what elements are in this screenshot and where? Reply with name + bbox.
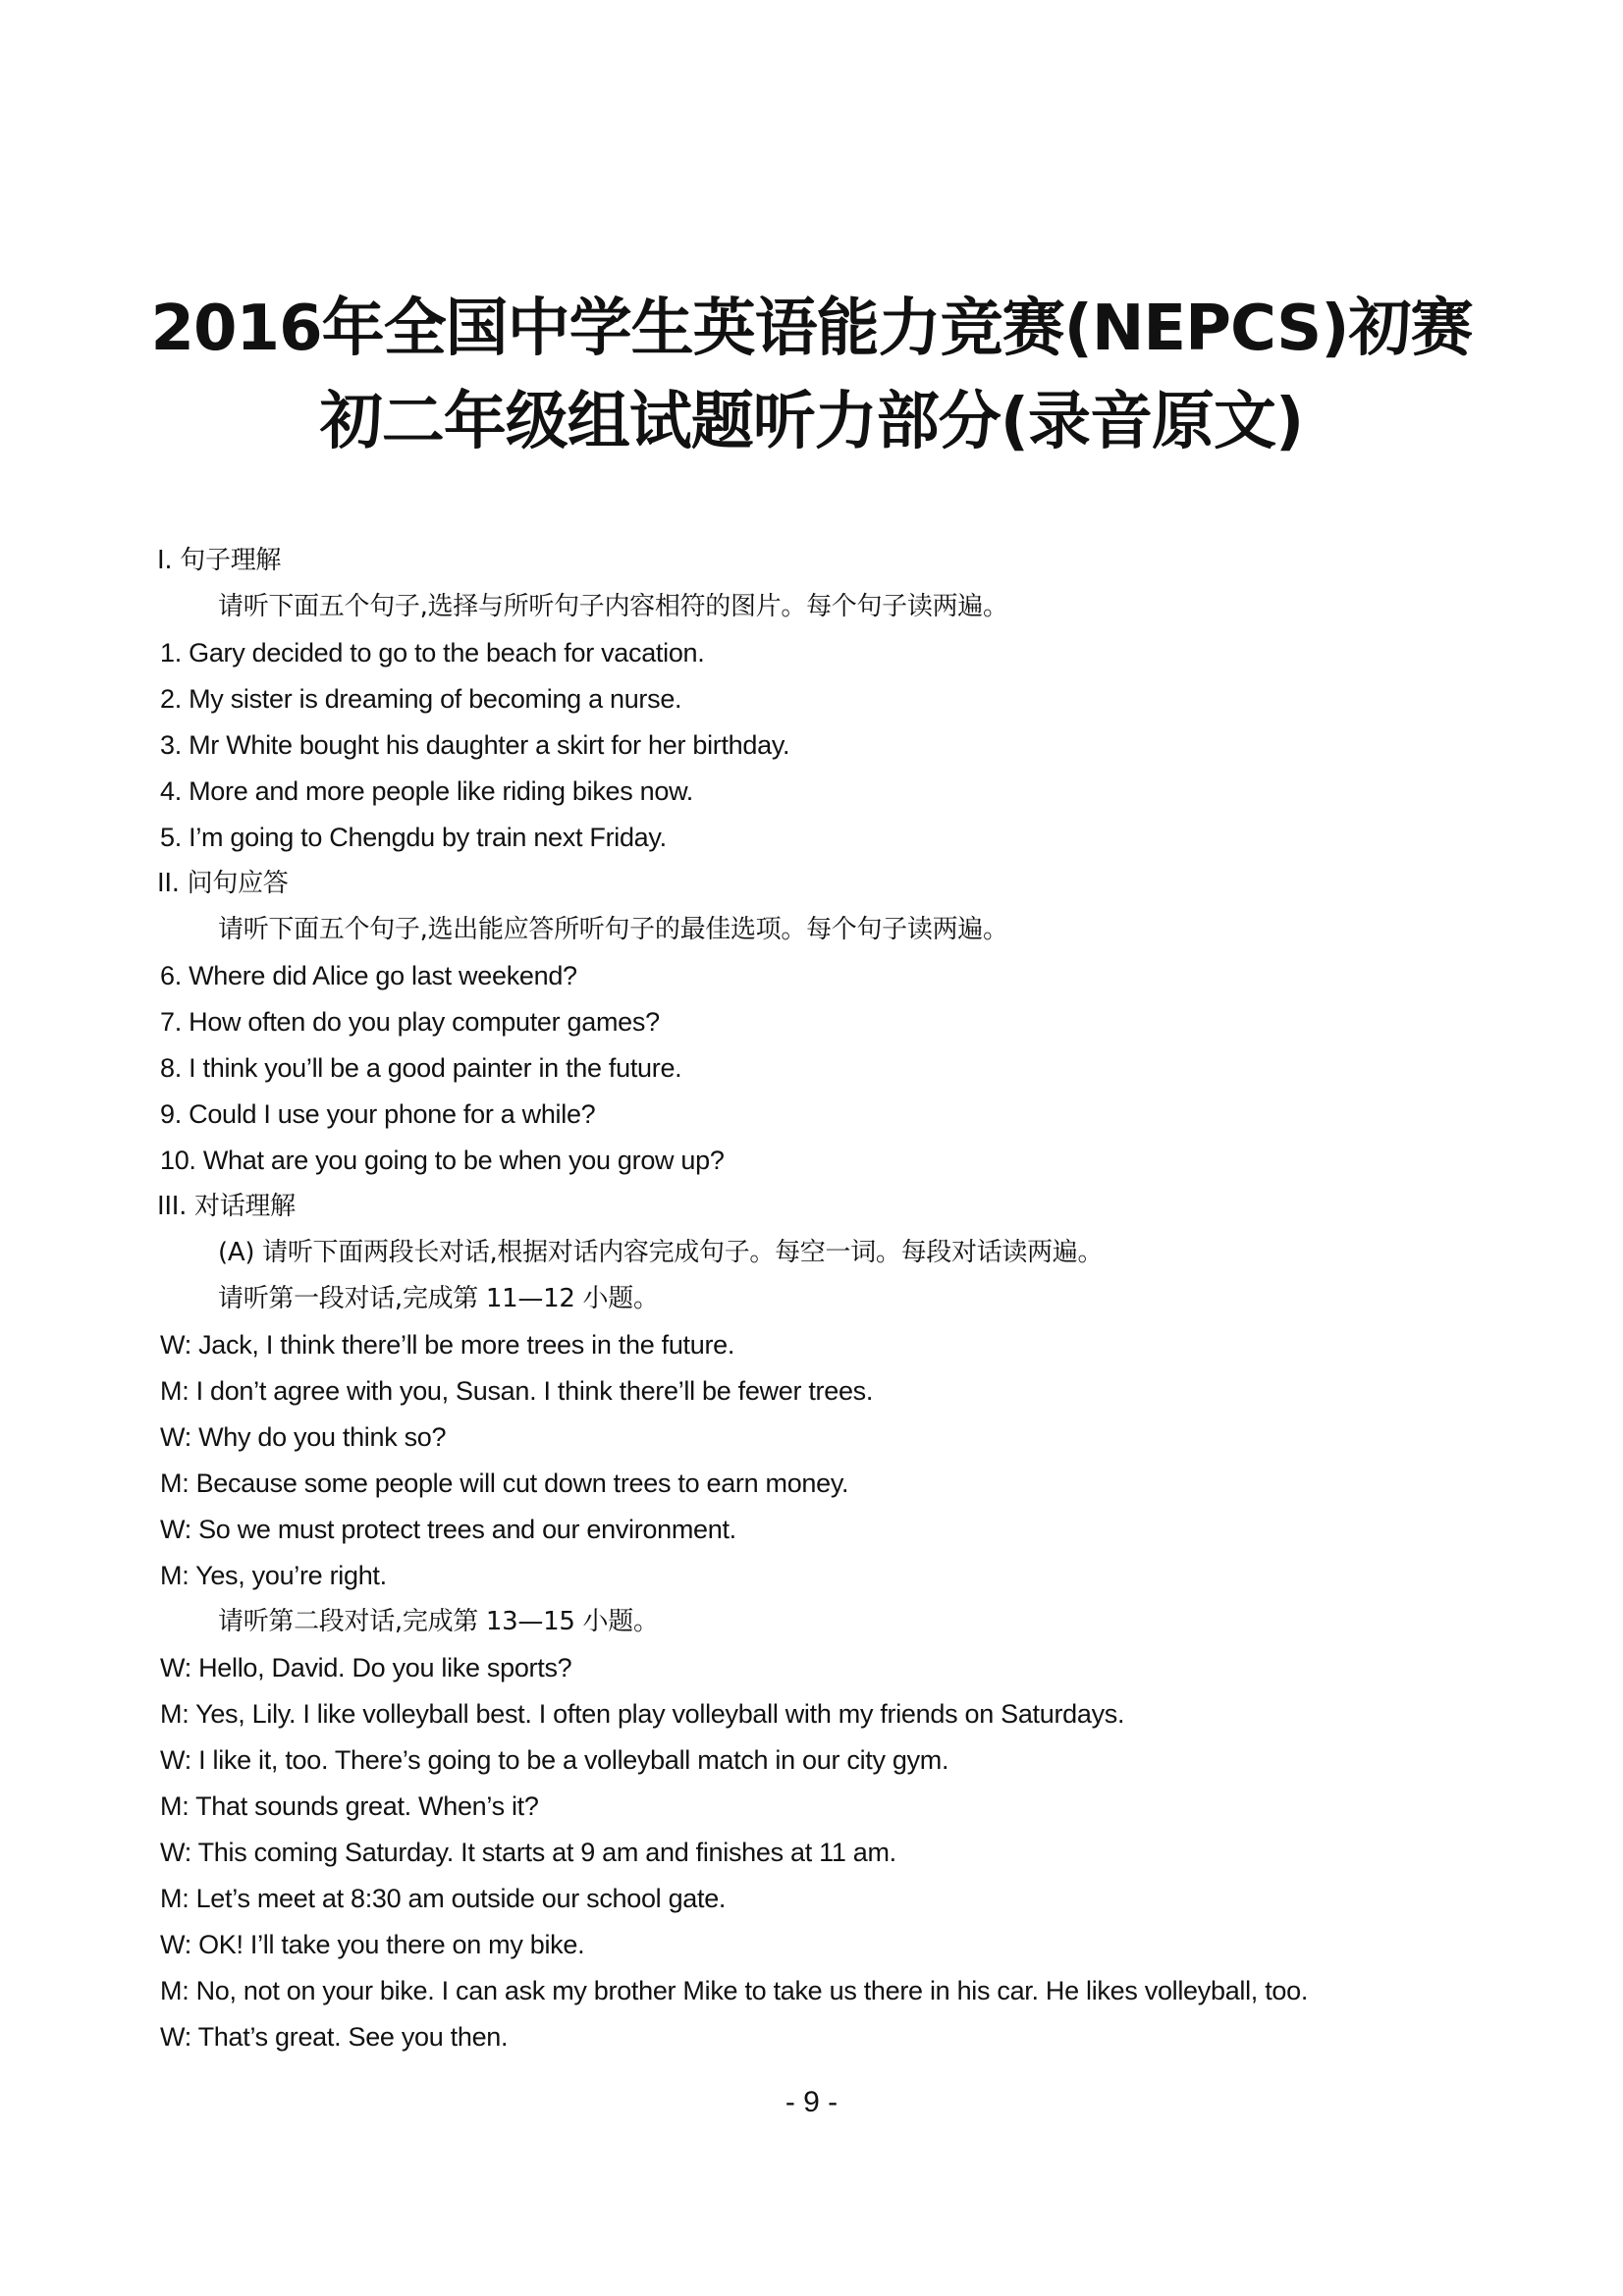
section-heading: III. 对话理解 — [157, 1192, 296, 1221]
transcript-line: W: Why do you think so? — [160, 1422, 447, 1452]
instruction-line: 请听下面五个句子,选择与所听句子内容相符的图片。每个句子读两遍。 — [218, 592, 1008, 621]
document-title-line-1: 2016年全国中学生英语能力竞赛(NEPCS)初赛 — [150, 293, 1473, 365]
transcript-line: 9. Could I use your phone for a while? — [160, 1099, 596, 1129]
page-number: - 9 - — [784, 2086, 839, 2118]
transcript-line: 4. More and more people like riding bikes now. — [160, 776, 694, 806]
instruction-line: 请听第二段对话,完成第 13—15 小题。 — [218, 1607, 659, 1636]
transcript-line: 2. My sister is dreaming of becoming a nurse. — [160, 684, 682, 714]
document-title-line-2: 初二年级组试题听力部分(录音原文) — [319, 386, 1304, 458]
transcript-line: W: OK! I’ll take you there on my bike. — [160, 1930, 585, 1959]
transcript-line: M: That sounds great. When’s it? — [160, 1791, 539, 1821]
transcript-line: W: Jack, I think there’ll be more trees in the future. — [160, 1330, 735, 1360]
transcript-line: 1. Gary decided to go to the beach for vacation. — [160, 638, 705, 667]
transcript-line: W: So we must protect trees and our environment. — [160, 1515, 736, 1544]
transcript-line: M: Yes, you’re right. — [160, 1561, 387, 1590]
instruction-line: (A) 请听下面两段长对话,根据对话内容完成句子。每空一词。每段对话读两遍。 — [218, 1238, 1104, 1267]
transcript-body — [157, 538, 1473, 2060]
transcript-line: M: No, not on your bike. I can ask my brother Mike to take us there in his car. He likes volleyball, too. — [160, 1976, 1309, 2005]
transcript-line: 6. Where did Alice go last weekend? — [160, 961, 577, 990]
section-heading: I. 句子理解 — [157, 546, 282, 575]
transcript-line: W: This coming Saturday. It starts at 9 am and finishes at 11 am. — [160, 1838, 896, 1867]
transcript-line: W: I like it, too. There’s going to be a volleyball match in our city gym. — [160, 1745, 949, 1775]
transcript-line: M: I don’t agree with you, Susan. I think there’ll be fewer trees. — [160, 1376, 874, 1406]
section-heading: II. 问句应答 — [157, 869, 289, 898]
transcript-line: M: Yes, Lily. I like volleyball best. I often play volleyball with my friends on Saturdays. — [160, 1699, 1125, 1729]
transcript-line: W: That’s great. See you then. — [160, 2022, 509, 2052]
transcript-line: M: Let’s meet at 8:30 am outside our school gate. — [160, 1884, 727, 1913]
instruction-line: 请听第一段对话,完成第 11—12 小题。 — [218, 1284, 659, 1313]
transcript-line: 7. How often do you play computer games? — [160, 1007, 660, 1037]
transcript-line: 8. I think you’ll be a good painter in the future. — [160, 1053, 682, 1083]
transcript-line: 10. What are you going to be when you grow up? — [160, 1146, 725, 1175]
transcript-line: W: Hello, David. Do you like sports? — [160, 1653, 572, 1682]
transcript-line: 5. I’m going to Chengdu by train next Friday. — [160, 823, 667, 852]
instruction-line: 请听下面五个句子,选出能应答所听句子的最佳选项。每个句子读两遍。 — [218, 915, 1008, 944]
transcript-line: 3. Mr White bought his daughter a skirt for her birthday. — [160, 730, 790, 760]
transcript-line: M: Because some people will cut down trees to earn money. — [160, 1468, 849, 1498]
